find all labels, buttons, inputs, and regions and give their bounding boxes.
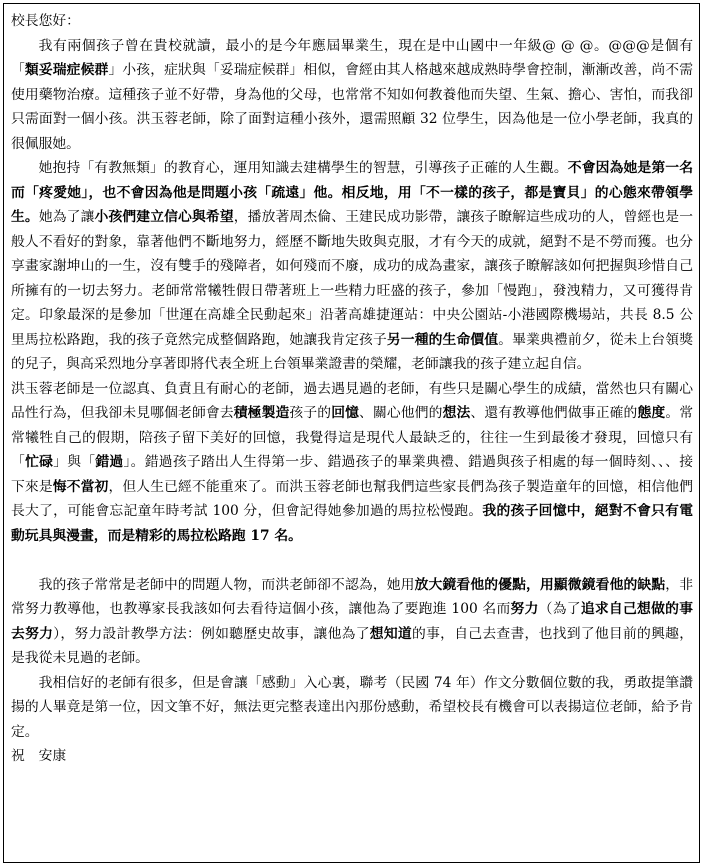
closing-greeting: 祝 安康 xyxy=(11,748,67,764)
emphasized-text: 忙碌 xyxy=(25,454,54,470)
emphasized-text: 態度 xyxy=(637,405,666,421)
body-text: 」。錯過孩子踏出人生得第一步、錯過孩子的畢業典禮、錯過與孩子相處的每一個時刻、、、接下來是 xyxy=(11,454,694,495)
emphasized-text: 小孩們建立信心與希望 xyxy=(94,209,234,225)
emphasized-text: 積極製造 xyxy=(233,405,290,421)
body-text: 我相信好的老師有很多，但是會讓「感動」入心裏，聯考（民國 74 年）作文分數個位數的我，勇敢提筆讚揚的人畢竟是第一位，因文筆不好，無法更完整表達出內那份感動，希望校長有機會可以表揚這位老師，給予肯定。 xyxy=(11,674,693,740)
body-text: 、關心他們的 xyxy=(359,405,443,421)
emphasized-text: 悔不當初 xyxy=(52,478,109,495)
paragraph-recommendation xyxy=(11,671,693,745)
emphasized-text: 另一種的生命價值 xyxy=(386,331,499,348)
body-text: （為了 xyxy=(538,601,581,617)
salutation: 校長您好： xyxy=(11,13,80,29)
body-text: 我的孩子常常是老師中的問題人物，而洪老師卻不認為，她用 xyxy=(38,576,415,593)
paragraph-teaching-philosophy xyxy=(11,156,693,377)
body-text: ，但人生已經不能重來了。而洪玉蓉老師也幫我們這些家長們為孩子製造童年的回憶，相信他們長大了，可能會忘記童年時考試 100 分，但會記得她參加過的馬拉松慢跑。 xyxy=(11,478,694,519)
emphasized-text: 想法 xyxy=(442,405,471,421)
letter-document xyxy=(3,3,700,863)
emphasized-text: 錯過 xyxy=(95,454,124,470)
body-text: ，播放著周杰倫、王建民成功影帶，讓孩子瞭解這些成功的人，曾經也是一般人不看好的對象，靠著他們不斷地努力，經歷不斷地失敗與克服，才有今天的成就，絕對不是不勞而獲。也分享畫家謝坤山的一生，沒有雙手的殘障者，如何殘而不廢，成功的成為畫家，讓孩子瞭解該如何把握與珍惜自己所擁有的一切去努力。老師常常犧牲假日帶著班上一些精力旺盛的孩子，參加「慢跑」，發洩精力，又可獲得肯定。印象最深的是參加「世運在高雄全民動起來」沿著高雄捷運站：中央公園站-小港國際機場站，共長 8.5 公里馬拉松路跑，我的孩子竟然完成整個路跑，她讓我肯定孩子 xyxy=(11,209,694,348)
body-text: ，非常努力教導他，也教導家長我該如何去看待這個小孩，讓他為了要跑進 100 名而 xyxy=(11,576,694,617)
emphasized-text: 想知道 xyxy=(369,625,412,642)
body-text: 」小孩，症狀與「妥瑞症候群」相似，會經由其人格越來越成熟時學會控制，漸漸改善，尚不需使用藥物治療。這種孩子並不好帶，身為他的父母，也常常不知如何教養他而失望、生氣、擔心、害怕，而我卻只需面對一個小孩。洪玉蓉老師，除了面對這種小孩外，還需照顧 32 位學生，因為他是一位小學老師，我真的很佩服她。 xyxy=(11,62,694,152)
body-text: 她為了讓 xyxy=(38,209,95,225)
body-text: ），努力設計教學方法：例如聽歷史故事，讓他為了 xyxy=(53,625,370,642)
emphasized-text: 放大鏡看他的優點，用顯微鏡看他的缺點 xyxy=(414,576,666,593)
emphasized-text: 類妥瑞症候群 xyxy=(24,62,109,78)
emphasized-text: 我的孩子回憶中，絕對不會只有電動玩具與漫畫，而是精彩的馬拉松路跑 17 名。 xyxy=(11,503,694,544)
emphasized-text: 回憶 xyxy=(331,405,360,421)
emphasized-text: 努力 xyxy=(510,601,539,617)
body-text: 、還有教導他們做事正確的 xyxy=(470,405,638,421)
paragraph-family-background xyxy=(11,34,693,157)
body-text: 。畢業典禮前夕，從未上台領獎的兒子，與高采烈地分享著即將代表全班上台領畢業證書的榮耀，老師讓我的孩子建立起自信。 xyxy=(11,331,694,372)
paragraph-teacher-memories xyxy=(11,377,693,549)
body-text: 」與「 xyxy=(53,454,96,470)
paragraph-problem-child xyxy=(11,573,693,671)
body-text: 她抱持「有教無類」的教育心，運用知識去建構學生的智慧，引導孩子正確的人生觀。 xyxy=(38,160,568,176)
emphasized-text: 不會因為她是第一名而「疼愛她」，也不會因為他是問題小孩「疏遠」他。相反地，用「不一樣的孩子，都是寶貝」的心態來帶領學生。 xyxy=(11,160,694,225)
body-text: 洪玉蓉老師是一位認真、負責且有耐心的老師，過去遇見過的老師，有些只是關心學生的成績，當然也只有關心品性行為，但我卻未見哪個老師會去 xyxy=(11,380,693,421)
emphasized-text: 追求自己想做的事去努力 xyxy=(11,601,694,642)
body-text: 的事，自己去查書，也找到了他目前的興趣，是我從未見過的老師。 xyxy=(11,625,694,666)
body-text: 我有兩個孩子曾在貴校就讀，最小的是今年應屆畢業生，現在是中山國中一年級@ @ @。@@@是個有「 xyxy=(11,37,693,78)
body-text: 孩子的 xyxy=(289,405,332,421)
body-text: 。常常犧牲自己的假期，陪孩子留下美好的回憶，我覺得這是現代人最缺乏的，往往一生到最後才發現，回憶只有「 xyxy=(11,405,694,470)
paragraph-spacer xyxy=(11,548,693,573)
